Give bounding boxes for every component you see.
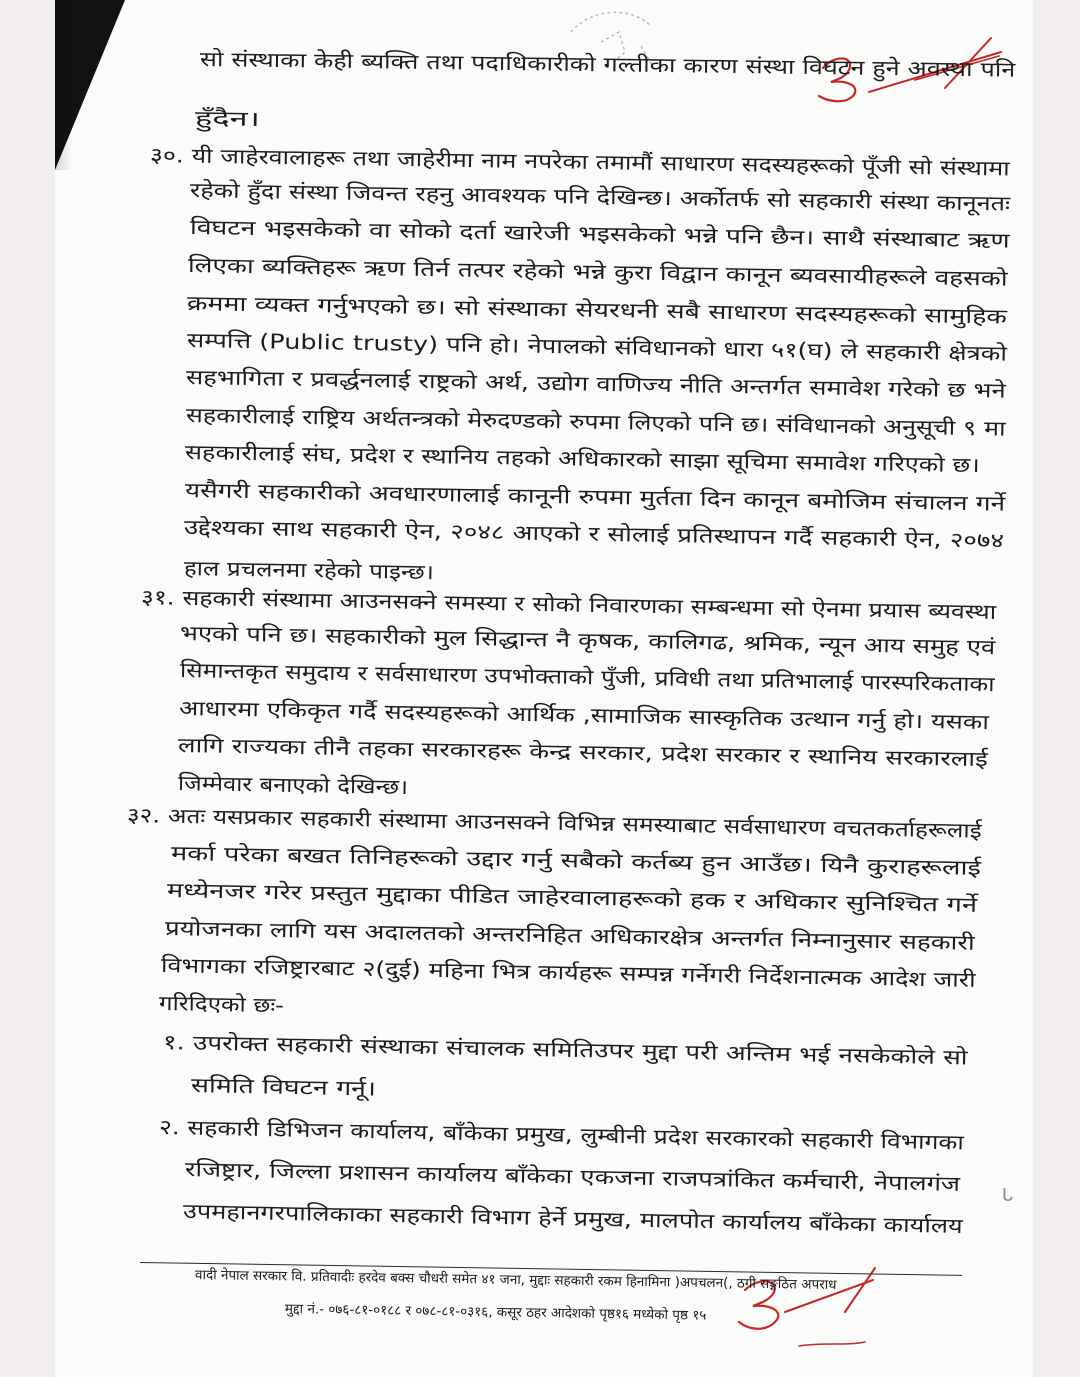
document-page (55, 0, 1033, 1377)
text-line-i1-l2: समिति विघटन गर्नू। (190, 1073, 377, 1101)
fold-shadow (55, 0, 73, 170)
signature-initials-bottom (715, 1250, 885, 1365)
text-line-p32-l5: विभागका रजिष्ट्रारबाट २(दुई) महिना भित्र कार्यहरू सम्पन्न गर्नेगरी निर्देशनात्मक आदेश जारी (160, 953, 976, 992)
text-line-p30-l7: सहभागिता र प्रवर्द्धनलाई राष्ट्रको अर्थ, उद्योग वाणिज्य नीति अन्तर्गत समावेश गरेको छ भने (185, 365, 1006, 403)
text-line-p30-l11: उद्देश्यका साथ सहकारी ऐन, २०४८ आएको र सोलाई प्रतिस्थापन गर्दै सहकारी ऐन, २०७४ (183, 515, 1005, 553)
text-line-p30-l10: यसैगरी सहकारीको अवधारणालाई कानूनी रुपमा मुर्तता दिन कानून बमोजिम संचालन गर्ने (184, 478, 1006, 516)
text-line-p31-l4: आधारमा एकिकृत गर्दै सदस्यहरूको आर्थिक ,सामाजिक सास्कृतिक उत्थान गर्नु हो। यसका (178, 696, 990, 735)
text-line-p32-l6: गरिदिएको छः- (158, 991, 285, 1018)
text-line-p29-l2: हुँदैन। (194, 106, 261, 131)
text-line-p30-l3: विघटन भइसकेको वा सोको दर्ता खारेजी भइसकेको भन्ने पनि छैन। साथै संस्थाबाट ऋण (189, 215, 1010, 253)
text-line-p30-l4: लिएका ब्यक्तिहरू ऋण तिर्न तत्पर रहेको भन्ने कुरा विद्वान कानून ब्यवसायीहरूले वहसको (187, 253, 1008, 291)
text-line-p31-l6: जिम्मेवार बनाएको देखिन्छ। (177, 771, 409, 800)
text-line-p30-l6: सम्पत्ति (Public trusty) पनि हो। नेपालको संविधानको धारा ५१(घ) ले सहकारी क्षेत्रको (186, 328, 1008, 366)
text-line-i1-l1: १. उपरोक्त सहकारी संस्थाका संचालक समितिउपर मुद्दा परी अन्तिम भई नसकेकोले सो (162, 1030, 968, 1070)
text-line-p30-l5: क्रममा व्यक्त गर्नुभएको छ। सो संस्थाका सेयरधनी सबै साधारण सदस्यहरूको सामुहिक (186, 291, 1008, 329)
text-line-p30-l2: रहेको हुँदा संस्था जिवन्त रहनु आवश्यक पनि देखिन्छ। अर्कोतर्फ सो सहकारी संस्था कानूनतः (189, 178, 1011, 216)
text-line-p32-l2: मर्का परेका बखत तिनिहरूको उद्दार गर्नु सबैको कर्तब्य हुन आउँछ। यिनै कुराहरूलाई (170, 841, 982, 880)
text-line-i2-l1: २. सहकारी डिभिजन कार्यालय, बाँकेका प्रमुख, लुम्बीनी प्रदेश सरकारको सहकारी विभागका (158, 1115, 965, 1155)
text-line-p32-l4: प्रयोजनका लागि यस अदालतको अन्तरनिहित अधिकारक्षेत्र अन्तर्गत निम्नानुसार सहकारी (164, 916, 975, 955)
text-line-p30-l9: सहकारीलाई संघ, प्रदेश र स्थानिय तहको अधिकारको साझा सूचिमा समावेश गरिएको छ। (184, 440, 981, 478)
text-line-p31-l3: सिमान्तकृत समुदाय र सर्वसाधारण उपभोक्ताको पुँजी, प्रविधी तथा प्रतिभालाई पारस्परिकताका (179, 658, 995, 697)
footer-case-number: मुद्दा नं.- ०७६-८१-०१८८ र ०७८-८१-०३१६, कसूर ठहर आदेशको पृष्ठ१६ मध्येको पृष्ठ १५ (284, 1301, 707, 1324)
text-line-p29-l1: सो संस्थाका केही ब्यक्ति तथा पदाधिकारीको गल्तीका कारण संस्था विघटन हुने अवस्था पनि (199, 47, 1016, 82)
footer-case-parties: वादी नेपाल सरकार वि. प्रतिवादीः हरदेव बक्स चौधरी समेत ४१ जना, मुद्दाः सहकारी रकम हिनामिना )अपचलन(, ठगी सङ्गठित अपराध (194, 1267, 837, 1294)
text-line-p30-l1: ३०. यी जाहेरवालाहरू तथा जाहेरीमा नाम नपरेका तमामौं साधारण सदस्यहरूको पूँजी सो संस्थामा (149, 143, 1010, 181)
margin-mark: ᒐ (1001, 1185, 1013, 1206)
text-line-p31-l2: भएको पनि छ। सहकारीको मुल सिद्धान्त नै कृषक, कालिगढ, श्रमिक, न्यून आय समुह एवं (179, 621, 996, 660)
text-line-i2-l2: रजिष्ट्रार, जिल्ला प्रशासन कार्यालय बाँकेका एकजना राजपत्रांकित कर्मचारी, नेपालगंज (184, 1157, 961, 1196)
text-line-p30-l12: हाल प्रचलनमा रहेको पाइन्छ। (183, 556, 435, 585)
text-line-p32-l1: ३२. अतः यसप्रकार सहकारी संस्थामा आउनसक्ने विभिन्न समस्याबाट सर्वसाधारण वचतकर्ताहरूलाई (126, 803, 982, 843)
text-line-p32-l3: मध्येनजर गरेर प्रस्तुत मुद्दाका पीडित जाहेरवालाहरूको हक र अधिकार सुनिश्चित गर्ने (166, 878, 978, 917)
text-line-p31-l1: ३१. सहकारी संस्थामा आउनसक्ने समस्या र सोको निवारणका सम्बन्धमा सो ऐनमा प्रयास ब्यवस्था (140, 585, 997, 624)
text-line-p30-l8: सहकारीलाई राष्ट्रिय अर्थतन्त्रको मेरुदण्डको रुपमा लिएको पनि छ। संविधानको अनुसूची ९ मा (185, 403, 1006, 441)
text-line-p31-l5: लागि राज्यका तीनै तहका सरकारहरू केन्द्र सरकार, प्रदेश सरकार र स्थानिय सरकारलाई (177, 733, 989, 772)
text-line-i2-l3: उपमहानगरपालिकाका सहकारी विभाग हेर्ने प्रमुख, मालपोत कार्यालय बाँकेका कार्यालय (182, 1199, 963, 1238)
